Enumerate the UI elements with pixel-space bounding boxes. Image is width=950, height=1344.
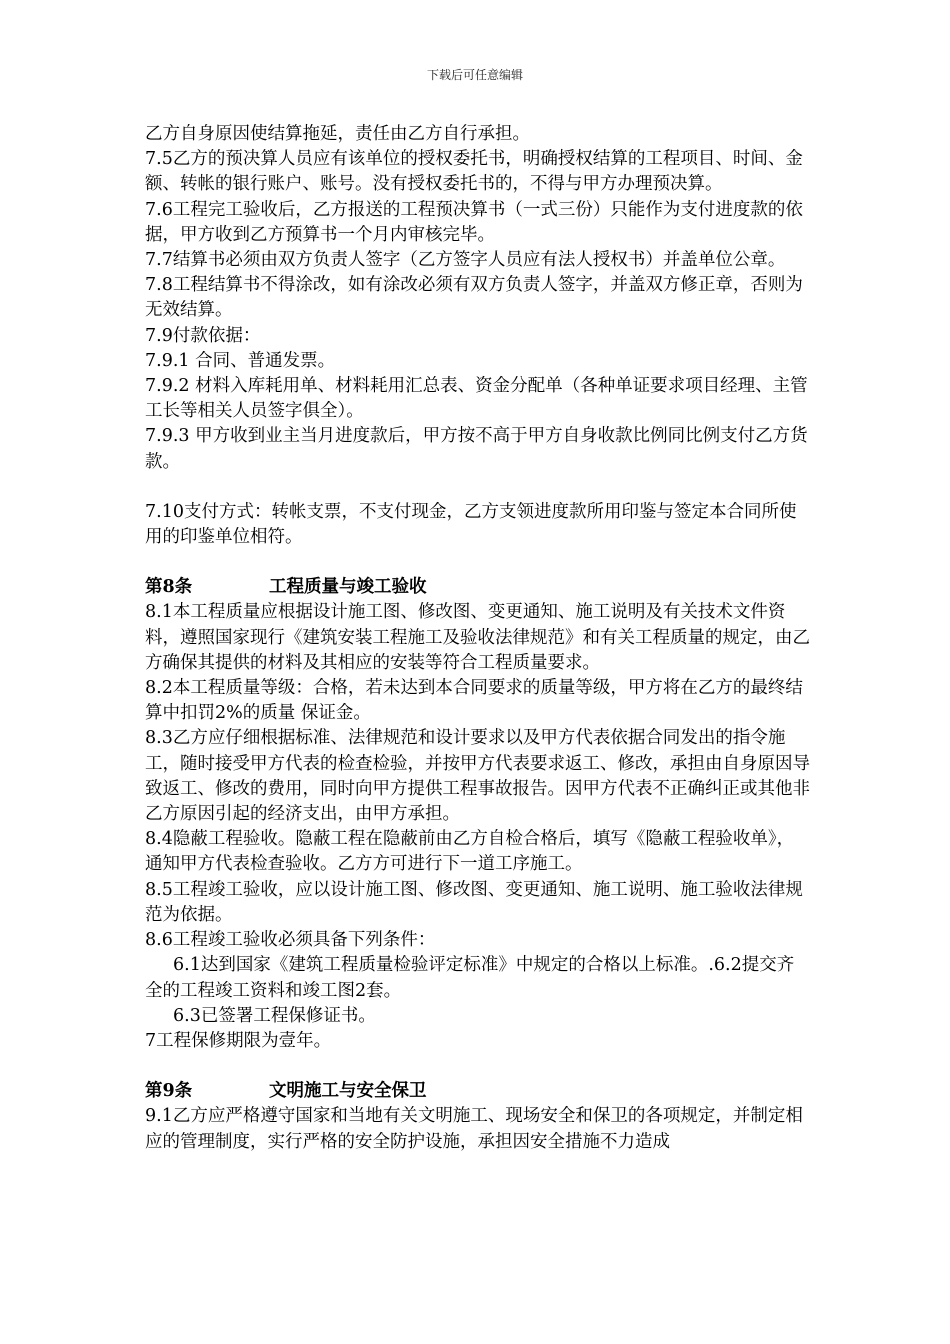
document-body bbox=[145, 122, 810, 1155]
paragraph: 7.5乙方的预决算人员应有该单位的授权委托书，明确授权结算的工程项目、时间、金额、转帐的银行账户、账号。没有授权委托书的，不得与甲方办理预决算。 bbox=[145, 149, 803, 195]
page-header-note: 下载后可任意编辑 bbox=[426, 68, 523, 82]
blank-line bbox=[145, 475, 810, 500]
section-number: 第9条 bbox=[145, 1081, 193, 1102]
paragraph: 7.8工程结算书不得涂改，如有涂改必须有双方负责人签字，并盖双方修正章，否则为无效结算。 bbox=[145, 275, 803, 321]
section-title: 文明施工与安全保卫 bbox=[269, 1081, 427, 1102]
paragraph: 8.5工程竣工验收，应以设计施工图、修改图、变更通知、施工说明、施工验收法律规范为依据。 bbox=[145, 879, 803, 925]
paragraph: 7.7结算书必须由双方负责人签字（乙方签字人员应有法人授权书）并盖单位公章。 bbox=[145, 250, 786, 271]
paragraph: 8.4隐蔽工程验收。隐蔽工程在隐蔽前由乙方自检合格后，填写《隐蔽工程验收单》，通知甲方代表检查验收。乙方方可进行下一道工序施工。 bbox=[145, 829, 795, 875]
paragraph: 7工程保修期限为壹年。 bbox=[145, 1030, 332, 1051]
paragraph: 8.3乙方应仔细根据标准、法律规范和设计要求以及甲方代表依据合同发出的指令施工，随时接受甲方代表的检查检验，并按甲方代表要求返工、修改，承担由自身原因导致返工、修改的费用，同时向甲方提供工程事故报告。因甲方代表不正确纠正或其他非乙方原因引起的经济支出，由甲方承担。 bbox=[145, 728, 810, 825]
blank-line bbox=[145, 550, 810, 575]
section-heading bbox=[145, 1079, 810, 1104]
paragraph: 6.3已签署工程保修证书。 bbox=[173, 1005, 376, 1026]
paragraph: 9.1乙方应严格遵守国家和当地有关文明施工、现场安全和保卫的各项规定，并制定相应的管理制度，实行严格的安全防护设施，承担因安全措施不力造成 bbox=[145, 1106, 803, 1152]
paragraph: 6.1达到国家《建筑工程质量检验评定标准》中规定的合格以上标准。.6.2提交齐全的工程竣工资料和竣工图2套。 bbox=[145, 955, 795, 1001]
paragraph: 7.9.3 甲方收到业主当月进度款后，甲方按不高于甲方自身收款比例同比例支付乙方货款。 bbox=[145, 426, 808, 472]
section-number: 第8条 bbox=[145, 577, 193, 598]
section-title: 工程质量与竣工验收 bbox=[269, 577, 427, 598]
blank-line bbox=[145, 1054, 810, 1079]
paragraph: 8.6工程竣工验收必须具备下列条件： bbox=[145, 930, 436, 951]
paragraph: 7.6工程完工验收后，乙方报送的工程预决算书（一式三份）只能作为支付进度款的依据，甲方收到乙方预算书一个月内审核完毕。 bbox=[145, 199, 803, 245]
paragraph: 7.9.1 合同、普通发票。 bbox=[145, 350, 336, 371]
paragraph: 7.9.2 材料入库耗用单、材料耗用汇总表、资金分配单（各种单证要求项目经理、主管工长等相关人员签字俱全）。 bbox=[145, 376, 808, 422]
paragraph: 7.9付款依据： bbox=[145, 325, 261, 346]
paragraph: 乙方自身原因使结算拖延，责任由乙方自行承担。 bbox=[145, 124, 530, 144]
paragraph: 8.2本工程质量等级：合格，若未达到本合同要求的质量等级，甲方将在乙方的最终结算中扣罚2%的质量 保证金。 bbox=[145, 678, 803, 724]
section-heading bbox=[145, 575, 810, 600]
paragraph: 7.10支付方式：转帐支票，不支付现金，乙方支领进度款所用印鉴与签定本合同所使用的印鉴单位相符。 bbox=[145, 501, 797, 548]
paragraph: 8.1本工程质量应根据设计施工图、修改图、变更通知、施工说明及有关技术文件资料，遵照国家现行《建筑安装工程施工及验收法律规范》和有关工程质量的规定，由乙方确保其提供的材料及其相应的安装等符合工程质量要求。 bbox=[145, 602, 810, 673]
